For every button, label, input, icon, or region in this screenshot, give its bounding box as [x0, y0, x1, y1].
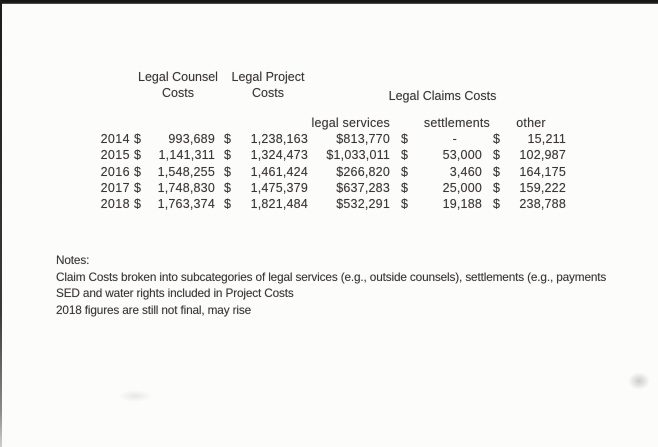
subheader-legal-services: legal services [311, 116, 390, 130]
cell-dollar-sign: $ [224, 148, 232, 163]
cell-legal-services-cost: $637,283 [336, 180, 390, 195]
cell-counsel-cost: 1,141,311 [158, 148, 215, 163]
cell-other-cost: 238,788 [519, 196, 566, 211]
cell-legal-services-cost: $532,291 [336, 196, 390, 211]
cell-other-cost: 159,222 [519, 180, 566, 195]
cell-year: 2016 [100, 164, 130, 179]
cell-other-cost: 102,987 [519, 148, 566, 163]
cell-settlements-cost: 3,460 [449, 164, 482, 179]
notes-title: Notes: [56, 253, 90, 267]
cell-project-cost: 1,821,484 [250, 196, 308, 211]
cell-project-cost: 1,324,473 [250, 148, 308, 163]
notes-section [56, 252, 606, 318]
cell-settlements-cost: 25,000 [442, 180, 482, 195]
notes-line-2018-figures: 2018 figures are still not final, may rise [56, 302, 251, 317]
cell-year: 2015 [100, 148, 130, 163]
cell-counsel-cost: 1,763,374 [157, 196, 215, 211]
cell-dollar-sign: $ [493, 164, 501, 179]
cell-counsel-cost: 993,689 [168, 132, 215, 147]
cell-other-cost: 164,175 [519, 164, 566, 179]
column-group-header-legal-claims-costs: Legal Claims Costs [388, 89, 497, 103]
cell-legal-services-cost: $813,770 [336, 132, 390, 147]
column-group-header-legal-counsel-costs: Legal Counsel Costs [138, 70, 218, 100]
cell-dollar-sign: $ [224, 180, 232, 195]
cell-dollar-sign: $ [493, 132, 501, 147]
costs-table [100, 115, 566, 212]
scan-smudge [118, 390, 152, 402]
cell-legal-services-cost: $1,033,011 [326, 148, 390, 163]
cell-project-cost: 1,475,379 [250, 180, 308, 195]
cell-settlements-cost: 53,000 [442, 148, 482, 163]
cell-dollar-sign: $ [134, 196, 142, 211]
cell-dollar-sign: $ [134, 180, 142, 195]
cell-dollar-sign: $ [401, 164, 409, 179]
cell-counsel-cost: 1,748,830 [157, 180, 215, 195]
cell-dollar-sign: $ [224, 132, 232, 147]
notes-line-claim-costs: Claim Costs broken into subcategories of legal services (e.g., outside counsels), settlements (e.g., payments [56, 269, 607, 284]
cell-dollar-sign: $ [493, 196, 501, 211]
cell-legal-services-cost: $266,820 [336, 164, 390, 179]
cell-project-cost: 1,461,424 [250, 164, 308, 179]
cell-dollar-sign: $ [401, 196, 409, 211]
cell-dollar-sign: $ [134, 148, 142, 163]
cell-dollar-sign: $ [401, 132, 409, 147]
subheader-settlements: settlements [423, 116, 490, 130]
subheader-other: other [516, 116, 546, 130]
cell-year: 2014 [100, 132, 130, 147]
cell-settlements-cost: - [452, 132, 457, 147]
cell-dollar-sign: $ [401, 180, 409, 195]
scan-top-border-artifact [0, 0, 658, 4]
scan-left-border-artifact [0, 0, 2, 447]
cell-counsel-cost: 1,548,255 [157, 164, 215, 179]
column-group-header-legal-project-costs: Legal Project Costs [231, 70, 305, 100]
cell-settlements-cost: 19,188 [442, 196, 482, 211]
cell-dollar-sign: $ [493, 180, 501, 195]
cell-project-cost: 1,238,163 [250, 132, 308, 147]
cell-year: 2018 [100, 196, 130, 211]
cell-dollar-sign: $ [134, 132, 142, 147]
notes-line-sed-water-rights: SED and water rights included in Project Costs [56, 286, 294, 301]
cell-dollar-sign: $ [224, 164, 232, 179]
cell-dollar-sign: $ [401, 148, 409, 163]
cell-dollar-sign: $ [224, 196, 232, 211]
scan-smudge [628, 372, 650, 390]
cell-dollar-sign: $ [493, 148, 501, 163]
cell-dollar-sign: $ [134, 164, 142, 179]
cell-year: 2017 [100, 180, 130, 195]
cell-other-cost: 15,211 [527, 132, 566, 147]
